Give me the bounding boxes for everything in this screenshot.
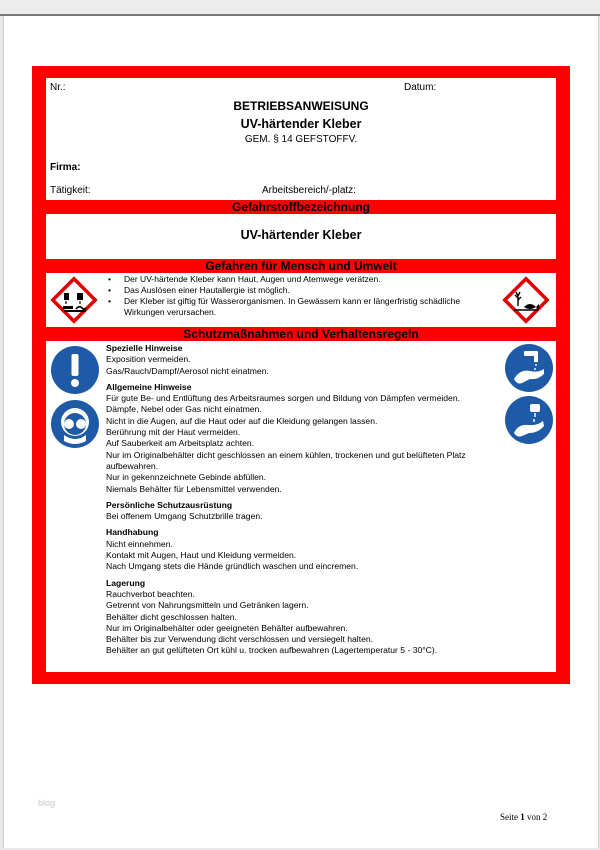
measures-box — [46, 341, 556, 672]
viewer-top-bar — [0, 0, 600, 16]
text-line: Kontakt mit Augen, Haut und Kleidung vermeiden. — [106, 550, 297, 561]
product-title: UV-härtender Kleber — [240, 117, 362, 131]
instruction-frame — [32, 66, 570, 684]
wash-hands-icon — [504, 343, 554, 393]
section-general — [106, 382, 506, 495]
watermark-text: blog — [38, 798, 56, 808]
text-line: Behälter bis zur Verwendung dicht verschlossen und versiegelt halten. — [106, 634, 374, 645]
banner-hazards: Gefahren für Mensch und Umwelt — [205, 259, 397, 273]
page-prefix: Seite — [500, 812, 518, 822]
regulation-ref: GEM. § 14 GEFSTOFFV. — [244, 134, 358, 145]
eye-protection-icon — [50, 399, 100, 449]
section-special — [106, 343, 506, 377]
warning-icon — [50, 345, 100, 395]
text-line: Bei offenem Umgang Schutzbrille tragen. — [106, 511, 263, 522]
text-line: Nicht in die Augen, auf die Haut oder auf die Kleidung gelangen lassen. — [106, 415, 378, 426]
corrosive-icon — [50, 276, 98, 324]
document-title: BETRIEBSANWEISUNG — [233, 99, 369, 113]
hazard-item: • Das Auslösen einer Hautallergie ist möglich. — [108, 285, 494, 296]
section-heading: Persönliche Schutzausrüstung — [106, 499, 233, 510]
text-line: Getrennt von Nahrungsmitteln und Getränken lagern. — [106, 600, 309, 611]
page-number — [500, 812, 547, 822]
section-heading: Lagerung — [106, 577, 146, 588]
text-line: Niemals Behälter für Lebensmittel verwenden. — [106, 483, 282, 494]
text-line: Gas/Rauch/Dampf/Aerosol nicht einatmen. — [106, 365, 269, 376]
hazards-list — [108, 274, 494, 318]
text-line: Nur im Originalbehälter oder geeigneten Behälter aufbewahren. — [106, 622, 348, 633]
nr-label: Nr.: — [50, 82, 66, 93]
text-line: Nach Umgang stets die Hände gründlich waschen und eincremen. — [106, 561, 359, 572]
substance-box — [46, 214, 556, 259]
page-current: 1 — [520, 812, 525, 822]
banner-substance: Gefahrstoffbezeichnung — [231, 200, 370, 214]
substance-name: UV-härtender Kleber — [240, 228, 362, 242]
text-line: Exposition vermeiden. — [106, 354, 191, 365]
environment-hazard-icon — [502, 276, 550, 324]
section-heading: Spezielle Hinweise — [106, 343, 183, 353]
hazards-box — [46, 273, 556, 327]
hand-protection-icon — [504, 395, 554, 445]
section-ppe — [106, 500, 506, 523]
arbeitsbereich-label: Arbeitsbereich/-platz: — [262, 185, 356, 196]
header-box — [46, 78, 556, 200]
text-line: Behälter an gut gelüfteten Ort kühl u. trocken aufbewahren (Lagertemperatur 5 - 30°C). — [106, 645, 438, 656]
section-handling — [106, 527, 506, 572]
section-storage — [106, 578, 506, 657]
datum-label: Datum: — [404, 82, 437, 93]
firma-label: Firma: — [50, 162, 81, 173]
text-line: Dämpfe, Nebel oder Gas nicht einatmen. — [106, 404, 262, 415]
hazard-item: • Der Kleber ist giftig für Wasserorganismen. In Gewässern kann er längerfristig schädliche Wirkungen verursachen. — [108, 296, 494, 318]
text-line: Nur im Originalbehälter dicht geschlossen an einem kühlen, trockenen und gut belüfteten Platz aufbewahren. — [106, 449, 466, 471]
measures-text — [106, 343, 506, 662]
text-line: Nur in gekennzeichnete Gebinde abfüllen. — [106, 472, 267, 483]
page-total: 2 — [542, 812, 548, 822]
taetigkeit-label: Tätigkeit: — [50, 185, 91, 196]
section-heading: Allgemeine Hinweise — [106, 381, 192, 392]
page-separator: von — [527, 812, 541, 822]
section-heading: Handhabung — [106, 527, 159, 538]
text-line: Behälter dicht geschlossen halten. — [106, 611, 237, 622]
banner-measures: Schutzmaßnahmen und Verhaltensregeln — [183, 327, 419, 341]
text-line: Berührung mit der Haut vermeiden. — [106, 427, 241, 438]
text-line: Für gute Be- und Entlüftung des Arbeitsraumes sorgen und Bildung von Dämpfen vermeiden. — [106, 393, 460, 404]
text-line: Rauchverbot beachten. — [106, 588, 195, 599]
hazard-item: • Der UV-härtende Kleber kann Haut, Augen und Atemwege verätzen. — [108, 274, 494, 285]
text-line: Auf Sauberkeit am Arbeitsplatz achten. — [106, 438, 255, 449]
text-line: Nicht einnehmen. — [106, 538, 173, 549]
